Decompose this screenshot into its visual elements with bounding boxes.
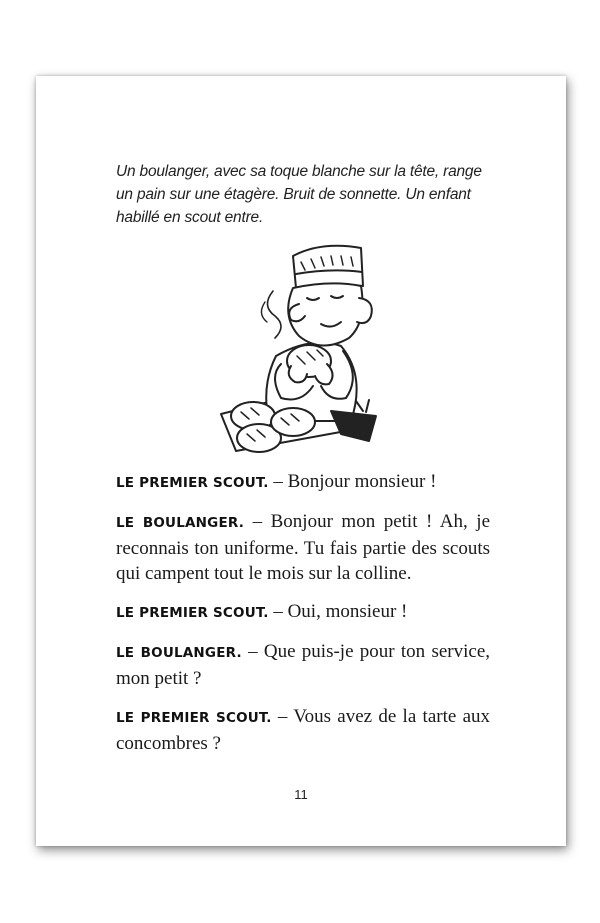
speech-text: – Bonjour monsieur !	[273, 471, 437, 492]
speech-text: – Oui, monsieur !	[273, 601, 408, 622]
speech-text: – Vous avez de la tarte aux concombres ?	[116, 706, 491, 754]
dialogue	[116, 469, 490, 769]
speaker-name: LE PREMIER SCOUT.	[116, 710, 272, 726]
stage-direction: Un boulanger, avec sa toque blanche sur la tête, range un pain sur une étagère. Bruit de sonnette. Un enfant habillé en scout entre.	[116, 162, 482, 226]
dialogue-line	[116, 704, 490, 756]
dialogue-line	[116, 639, 490, 691]
speaker-name: LE BOULANGER.	[116, 515, 245, 531]
book-page	[36, 76, 566, 846]
dialogue-line	[116, 509, 490, 586]
speaker-name: LE BOULANGER.	[116, 645, 242, 661]
page-number: 11	[294, 787, 308, 802]
dialogue-line	[116, 599, 490, 626]
dialogue-line	[116, 469, 490, 496]
speech-text: – Que puis-je pour ton service, mon petit ?	[116, 641, 490, 689]
speaker-name: LE PREMIER SCOUT.	[116, 605, 269, 621]
speaker-name: LE PREMIER SCOUT.	[116, 475, 269, 491]
baker-holding-bread-icon	[181, 226, 431, 456]
speech-text: – Bonjour mon petit ! Ah, je reconnais ton uniforme. Tu fais partie des scouts qui campent tout le mois sur la colline.	[116, 511, 491, 584]
